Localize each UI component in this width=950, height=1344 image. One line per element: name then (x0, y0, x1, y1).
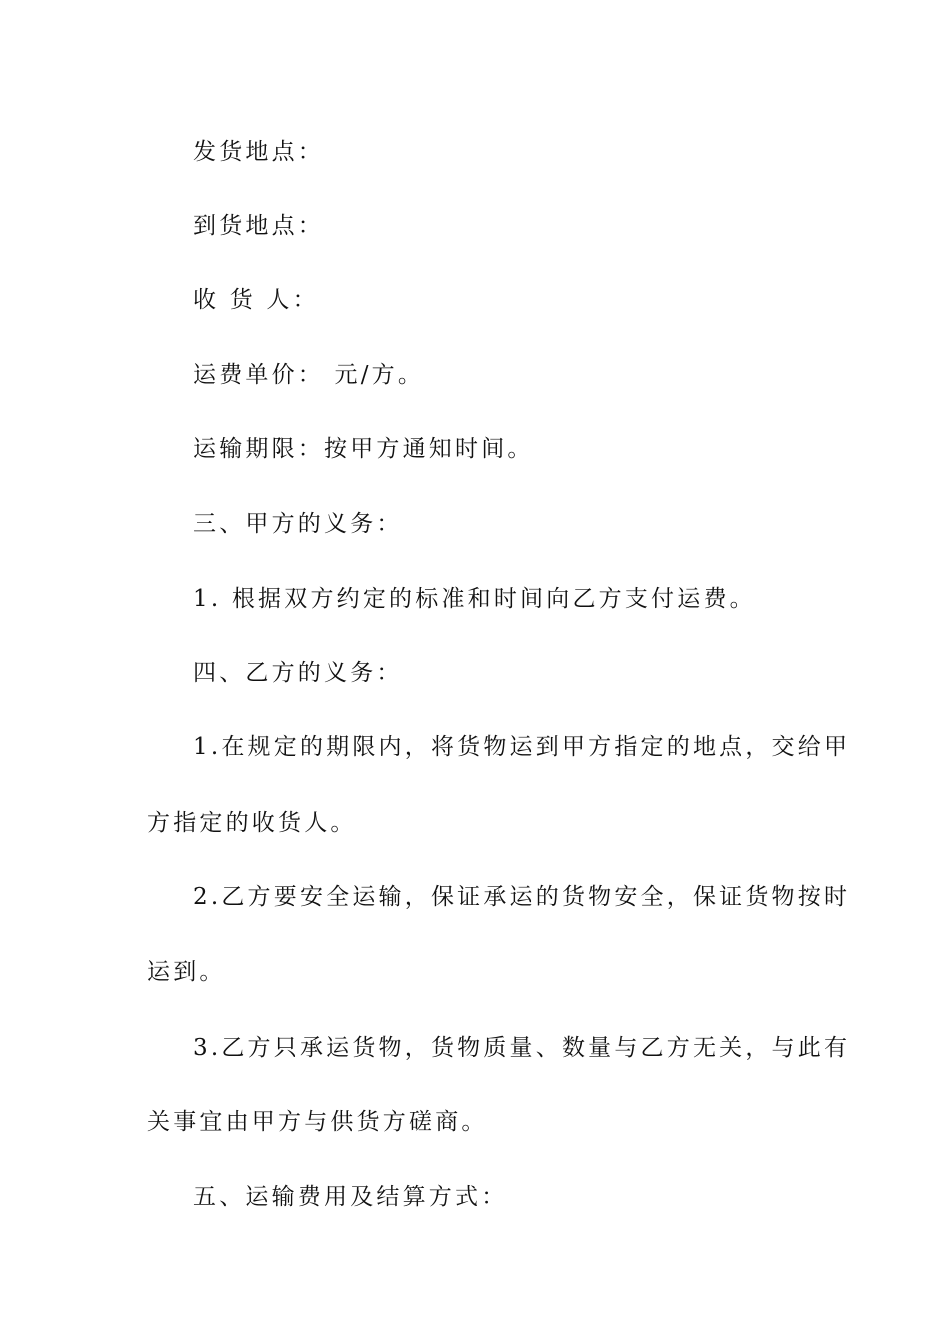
section-heading-party-a-obligations: 三、甲方的义务： (193, 511, 403, 537)
party-a-obligation-1: 1. 根据双方约定的标准和时间向乙方支付运费。 (193, 586, 756, 612)
party-b-obligation-2-line-2: 运到。 (147, 959, 226, 985)
party-b-obligation-2-line-1: 2.乙方要安全运输，保证承运的货物安全，保证货物按时 (193, 884, 851, 910)
party-b-obligation-3-line-2: 关事宜由甲方与供货方磋商。 (147, 1109, 488, 1135)
arrival-location-line: 到货地点： (193, 213, 324, 239)
transport-period-line: 运输期限：按甲方通知时间。 (193, 436, 534, 462)
consignee-line: 收 货 人： (193, 287, 319, 313)
section-heading-transport-fees: 五、运输费用及结算方式： (193, 1184, 508, 1210)
party-b-obligation-1-line-1: 1.在规定的期限内，将货物运到甲方指定的地点，交给甲 (193, 734, 851, 760)
party-b-obligation-1-line-2: 方指定的收货人。 (147, 810, 357, 836)
freight-unit-price-line: 运费单价： 元/方。 (193, 362, 425, 388)
shipping-location-line: 发货地点： (193, 139, 324, 165)
section-heading-party-b-obligations: 四、乙方的义务： (193, 660, 403, 686)
party-b-obligation-3-line-1: 3.乙方只承运货物，货物质量、数量与乙方无关，与此有 (193, 1035, 851, 1061)
